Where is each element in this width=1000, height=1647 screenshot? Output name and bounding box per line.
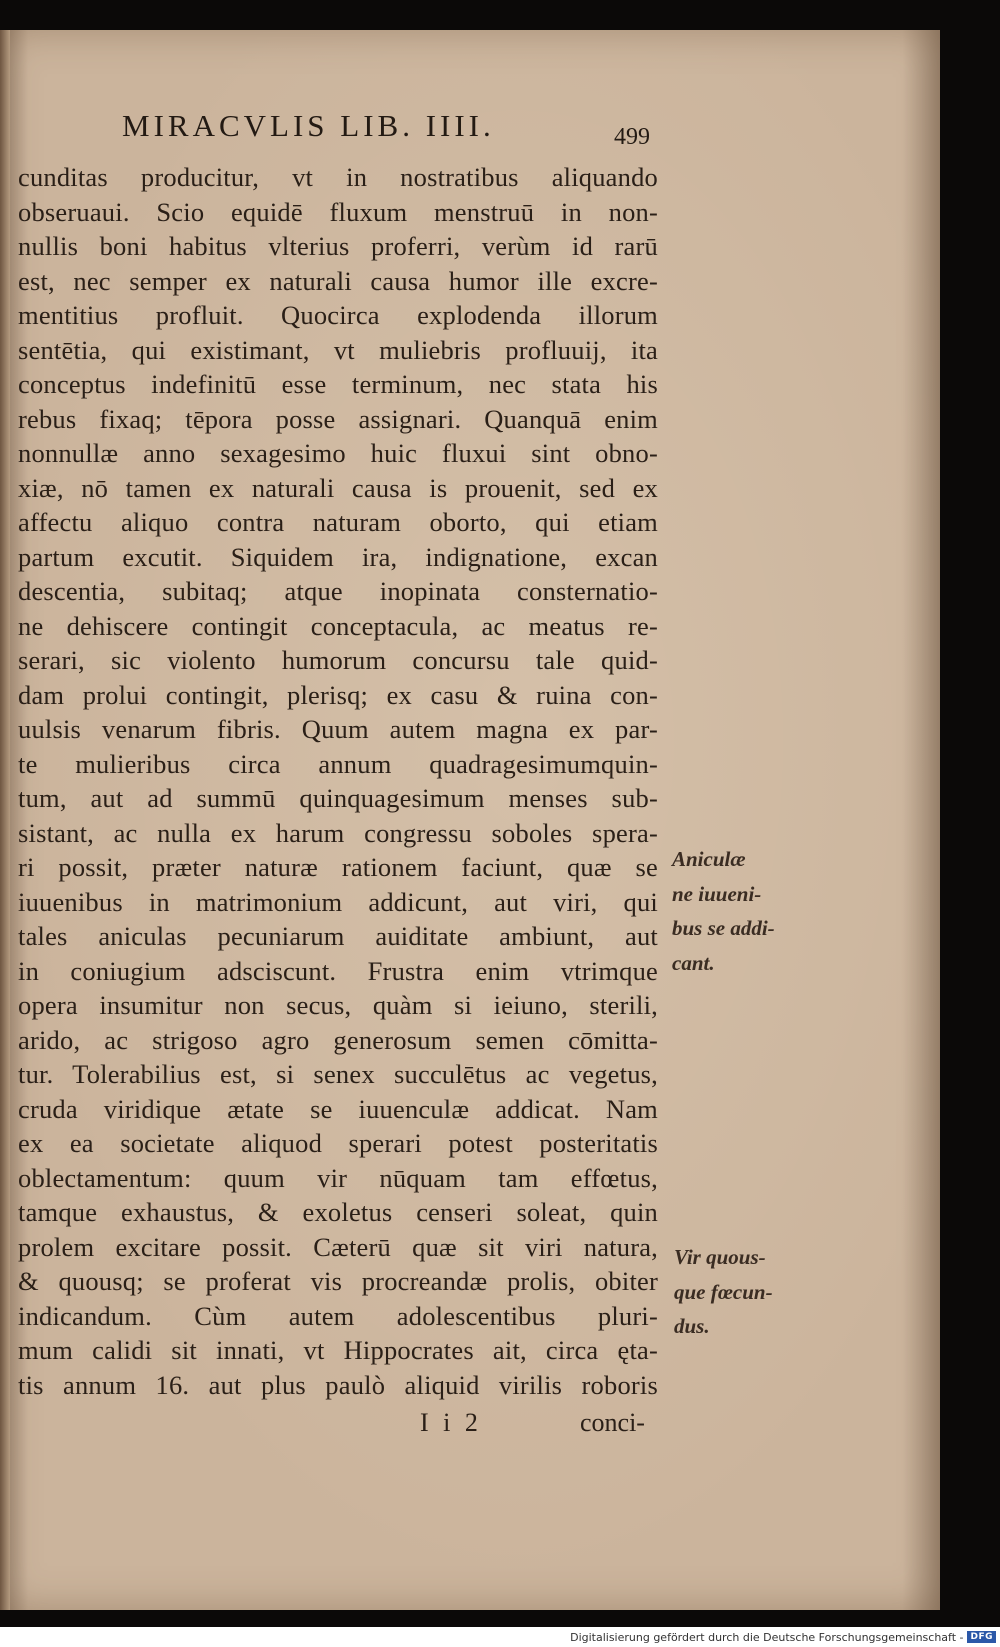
text-line: est, nec semper ex naturali causa humor ille excre- bbox=[18, 265, 658, 296]
text-line: in coniugium adsciscunt. Frustra enim vtrimque bbox=[18, 955, 658, 986]
text-line: arido, ac strigoso agro generosum semen cōmitta- bbox=[18, 1024, 658, 1055]
text-line: tur. Tolerabilius est, si senex succulētus ac vegetus, bbox=[18, 1059, 658, 1089]
dfg-logo: DFG bbox=[967, 1631, 996, 1643]
catchword: conci- bbox=[580, 1408, 645, 1437]
text-line: tum, aut ad summū quinquagesimum menses sub- bbox=[18, 783, 658, 813]
text-line: cruda viridique ætate se iuuenculæ addicat. Nam bbox=[18, 1093, 658, 1124]
text-line: dam prolui contingit, plerisq; ex casu & ruina con- bbox=[18, 679, 658, 710]
margin-note-line: Aniculæ bbox=[672, 847, 746, 871]
text-line: ne dehiscere contingit conceptacula, ac meatus re- bbox=[18, 610, 658, 641]
text-line: serari, sic violento humorum concursu tale quid- bbox=[18, 645, 658, 675]
margin-note-line: dus. bbox=[674, 1314, 710, 1338]
text-line: uulsis venarum fibris. Quum autem magna ex par- bbox=[18, 714, 658, 744]
text-line: partum excutit. Siquidem ira, indignatione, excan bbox=[18, 541, 658, 572]
margin-note-line: bus se addi- bbox=[672, 916, 775, 940]
text-line: oblectamentum: quum vir nūquam tam effœtus, bbox=[18, 1162, 658, 1193]
text-line: ex ea societate aliquod sperari potest posteritatis bbox=[18, 1128, 658, 1158]
text-line: sistant, ac nulla ex harum congressu soboles spera- bbox=[18, 817, 658, 848]
margin-note-line: ne iuueni- bbox=[672, 881, 762, 906]
text-line: prolem excitare possit. Cæterū quæ sit viri natura, bbox=[18, 1231, 658, 1262]
text-line: conceptus indefinitū esse terminum, nec stata his bbox=[18, 369, 658, 399]
text-line: opera insumitur non secus, quàm si ieiuno, sterili, bbox=[18, 990, 658, 1020]
text-line: tales aniculas pecuniarum auiditate ambiunt, aut bbox=[18, 921, 658, 951]
text-line: obseruaui. Scio equidē fluxum menstruū in non- bbox=[18, 196, 658, 227]
funding-notice: Digitalisierung gefördert durch die Deutsche Forschungsgemeinschaft - bbox=[570, 1630, 964, 1644]
signature-mark: I i 2 bbox=[420, 1408, 478, 1437]
text-line: te mulieribus circa annum quadragesimumquin- bbox=[18, 748, 658, 779]
margin-note-vir bbox=[674, 1240, 773, 1344]
running-head: MIRACVLIS LIB. IIII. bbox=[122, 108, 495, 143]
text-line: descentia, subitaq; atque inopinata consternatio- bbox=[18, 576, 658, 606]
margin-note-aniculae bbox=[672, 842, 775, 980]
text-line: cunditas producitur, vt in nostratibus aliquando bbox=[18, 162, 658, 192]
footer-bar bbox=[0, 1627, 1000, 1647]
margin-note-line: cant. bbox=[672, 950, 715, 975]
text-line: rebus fixaq; tēpora posse assignari. Quanquā enim bbox=[18, 403, 658, 434]
text-line: tamque exhaustus, & exoletus censeri soleat, quin bbox=[18, 1197, 658, 1227]
text-line: ri possit, præter naturæ rationem faciunt, quæ se bbox=[18, 852, 658, 882]
page-edge bbox=[0, 30, 10, 1610]
margin-note-line: Vir quous- bbox=[674, 1245, 766, 1269]
text-line: indicandum. Cùm autem adolescentibus pluri- bbox=[18, 1300, 658, 1331]
text-line: iuuenibus in matrimonium addicunt, aut viri, qui bbox=[18, 886, 658, 917]
text-line: affectu aliquo contra naturam oborto, qui etiam bbox=[18, 507, 658, 537]
text-line: nonnullæ anno sexagesimo huic fluxui sint obno- bbox=[18, 438, 658, 468]
text-line: & quousq; se proferat vis procreandæ prolis, obiter bbox=[18, 1266, 658, 1296]
text-line: nullis boni habitus vlterius proferri, verùm id rarū bbox=[18, 231, 658, 261]
text-line: mentitius profluit. Quocirca explodenda illorum bbox=[18, 300, 658, 330]
text-line: xiæ, nō tamen ex naturali causa is prouenit, sed ex bbox=[18, 472, 658, 503]
text-line: mum calidi sit innati, vt Hippocrates ait, circa ęta- bbox=[18, 1335, 658, 1365]
page-number: 499 bbox=[614, 124, 650, 150]
body-text bbox=[18, 160, 658, 1402]
text-line: tis annum 16. aut plus paulò aliquid virilis roboris bbox=[18, 1369, 658, 1400]
margin-note-line: que fœcun- bbox=[674, 1279, 773, 1304]
text-line: sentētia, qui existimant, vt muliebris profluuij, ita bbox=[18, 334, 658, 365]
